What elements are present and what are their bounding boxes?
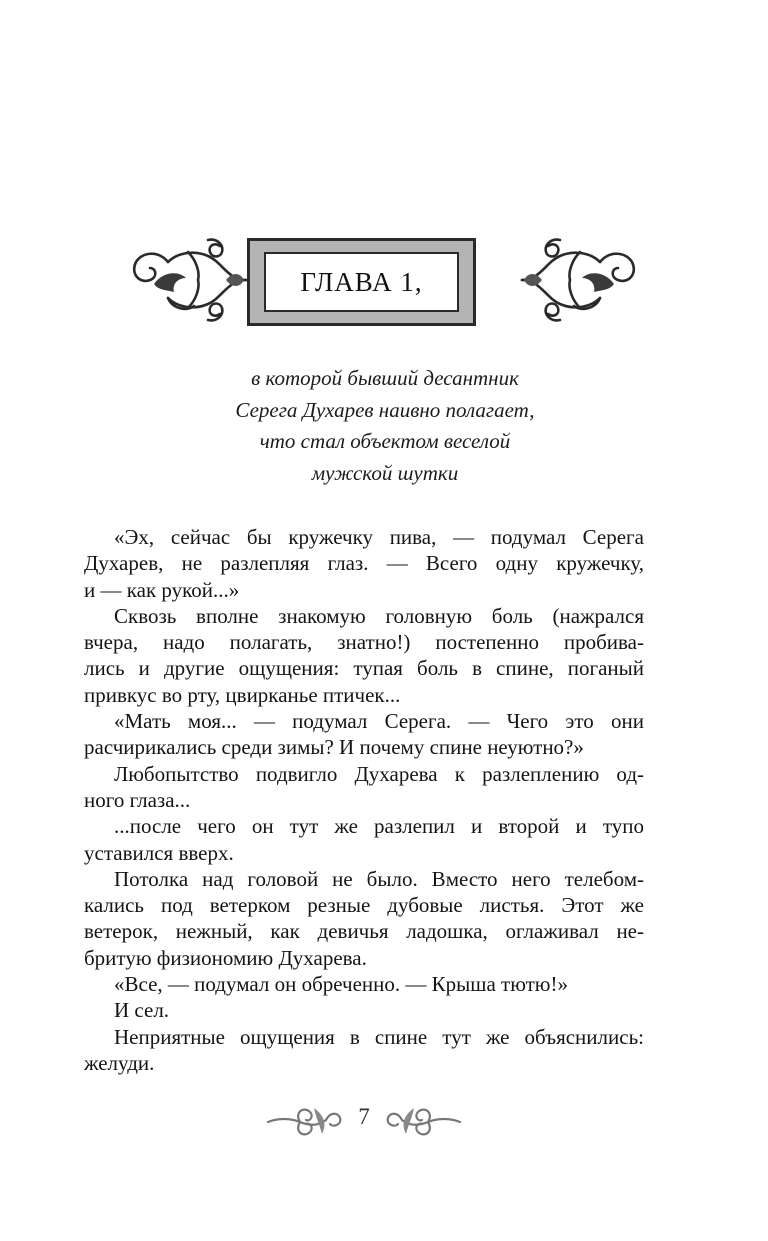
subtitle-line: Серега Духарев наивно полагает, [235, 397, 535, 422]
text-line: Неприятные ощущения в спине тут же объяснились: [114, 1024, 644, 1049]
text-line: привкус во рту, цвирканье птичек... [84, 682, 401, 707]
subtitle-line: что стал объектом веселой [259, 429, 511, 453]
paragraph [84, 997, 644, 1023]
text-line: ветерок, нежный, как девичья ладошка, оглаживал не- [84, 919, 644, 944]
text-line: «Все, — подумал он обреченно. — Крыша тютю!» [114, 972, 568, 997]
chapter-title-frame [264, 252, 459, 312]
paragraph [84, 1024, 644, 1077]
subtitle-line: мужской шутки [311, 460, 459, 485]
subtitle-line: в которой бывший десантник [251, 366, 519, 390]
text-line: Духарев, не разлепляя глаз. — Всего одну кружечку, [84, 551, 644, 576]
text-line: Потолка над головой не было. Вместо него телебом- [114, 866, 644, 891]
text-line: «Эх, сейчас бы кружечку пива, — подумал Серега [114, 525, 644, 549]
page-footer [264, 1098, 464, 1142]
chapter-subtitle [150, 363, 620, 489]
footer-right-ornament-icon [384, 1100, 464, 1140]
text-line: «Мать моя... — подумал Серега. — Чего это они [114, 709, 644, 734]
text-line: И сел. [114, 998, 170, 1023]
text-line: желуди. [84, 1050, 155, 1075]
text-line: Любопытство подвигло Духарева к разлеплению од- [114, 761, 644, 786]
paragraph [84, 603, 644, 708]
chapter-title-plate [247, 238, 476, 326]
text-line: ...после чего он тут же разлепил и второй и тупо [114, 814, 644, 839]
text-line: лись и другие ощущения: тупая боль в спине, поганый [84, 656, 644, 681]
paragraph [84, 708, 644, 761]
text-line: вчера, надо полагать, знатно!) постепенно пробива- [84, 630, 644, 655]
paragraph [84, 971, 644, 997]
paragraph [84, 866, 644, 971]
text-line: ного глаза... [84, 787, 191, 812]
body-text [84, 524, 644, 1076]
text-line: бритую физиономию Духарева. [84, 945, 367, 970]
chapter-title: ГЛАВА 1, [300, 266, 423, 297]
text-line: уставился вверх. [84, 840, 234, 865]
page-number: 7 [358, 1104, 370, 1129]
paragraph [84, 524, 644, 603]
text-line: кались под ветерком резные дубовые листья. Этот же [84, 893, 644, 918]
paragraph [84, 813, 644, 866]
text-line: и — как рукой...» [84, 577, 240, 602]
text-line: расчирикались среди зимы? И почему спине неуютно?» [84, 735, 584, 760]
text-line: Сквозь вполне знакомую головную боль (нажрался [114, 603, 644, 628]
paragraph [84, 761, 644, 814]
